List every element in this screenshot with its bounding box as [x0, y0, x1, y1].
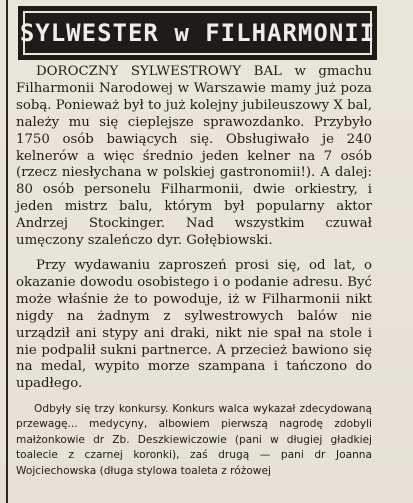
- headline: SYLWESTER w FILHARMONII: [19, 19, 376, 47]
- headline-banner: [18, 6, 377, 60]
- article-paragraph-3: Odbyły się trzy konkursy. Konkurs walca wykazał zdecydowaną przewagę... medycyny, albowiem pierwszą nagrodę zdobyli małżonkowie dr Zb. Deszkiewiczowie (pani w długiej gładkiej toalecie z czarnej koronki), zaś drugą — pani dr Joanna Wojciechowska (długa stylowa toaleta z różowej: [16, 403, 372, 477]
- article-paragraph-1: DOROCZNY SYLWESTROWY BAL w gmachu Filharmonii Narodowej w Warszawie mamy już poza sobą. Ponieważ był to już kolejny jubileuszowy X bal, należy mu się cieplejsze sprawozdanko. Przybyło 1750 osób bawiących się. Obsługiwało je 240 kelnerów a więc średnio jeden kelner na 7 osób (rzecz niesłychana w polskiej gastronomii!). A dalej: 80 osób personelu Filharmonii, dwie orkiestry, i jeden mistrz balu, którym był popularny aktor Andrzej Stockinger. Nad wszystkim czuwał umęczony szaleńczo dyr. Gołębiowski.: [16, 64, 372, 249]
- article-body: [16, 64, 372, 393]
- article-paragraph-2: Przy wydawaniu zaproszeń prosi się, od lat, o okazanie dowodu osobistego i o podanie adresu. Być może właśnie że to powoduje, iż w Filharmonii nikt nigdy na żadnym z sylwestrowych balów nie urządził ani stypy ani draki, nikt nie spał na stole i nie podpalił sukni partnerce. A przecież bawiono się na medal, wypito morze szampana i tańczono do upadłego.: [16, 257, 372, 392]
- column-rule: [6, 0, 8, 503]
- article-small-print: [16, 402, 372, 479]
